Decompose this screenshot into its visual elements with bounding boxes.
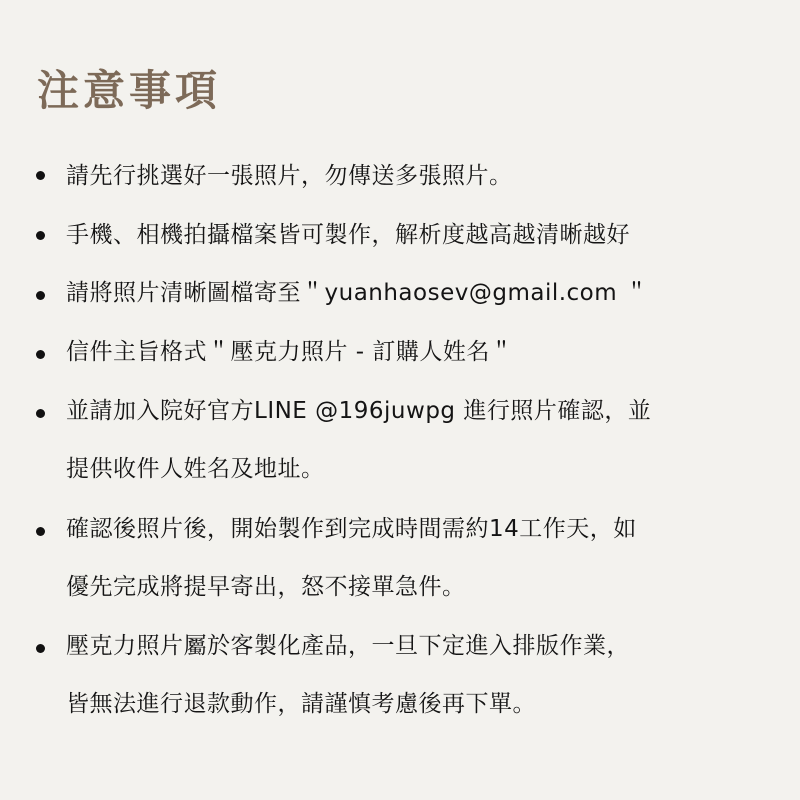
- note-line: 提供收件人姓名及地址。: [66, 456, 325, 482]
- bullet-dot: [36, 527, 45, 536]
- note-line: 優先完成將提早寄出，怒不接單急件。: [66, 574, 466, 600]
- note-line: 信件主旨格式＂壓克力照片 - 訂購人姓名＂: [66, 339, 514, 365]
- note-line: 皆無法進行退款動作，請謹慎考慮後再下單。: [66, 691, 536, 717]
- bullet-dot: [36, 350, 45, 359]
- note-line: 確認後照片後，開始製作到完成時間需約14工作天，如: [66, 516, 637, 542]
- note-line: 壓克力照片屬於客製化產品，一旦下定進入排版作業，: [66, 633, 630, 659]
- bullet-dot: [36, 291, 45, 300]
- bullet-dot: [36, 231, 45, 240]
- note-line: 手機、相機拍攝檔案皆可製作，解析度越高越清晰越好: [66, 222, 630, 248]
- bullet-dot: [36, 644, 45, 653]
- note-line: 請先行挑選好一張照片，勿傳送多張照片。: [66, 163, 513, 189]
- note-line: 請將照片清晰圖檔寄至＂yuanhaosev@gmail.com ＂: [66, 280, 649, 306]
- bullet-dot: [36, 409, 45, 418]
- note-line: 並請加入院好官方LINE @196juwpg 進行照片確認，並: [66, 398, 652, 424]
- bullet-dot: [36, 171, 45, 180]
- page-title: 注意事項: [37, 66, 222, 115]
